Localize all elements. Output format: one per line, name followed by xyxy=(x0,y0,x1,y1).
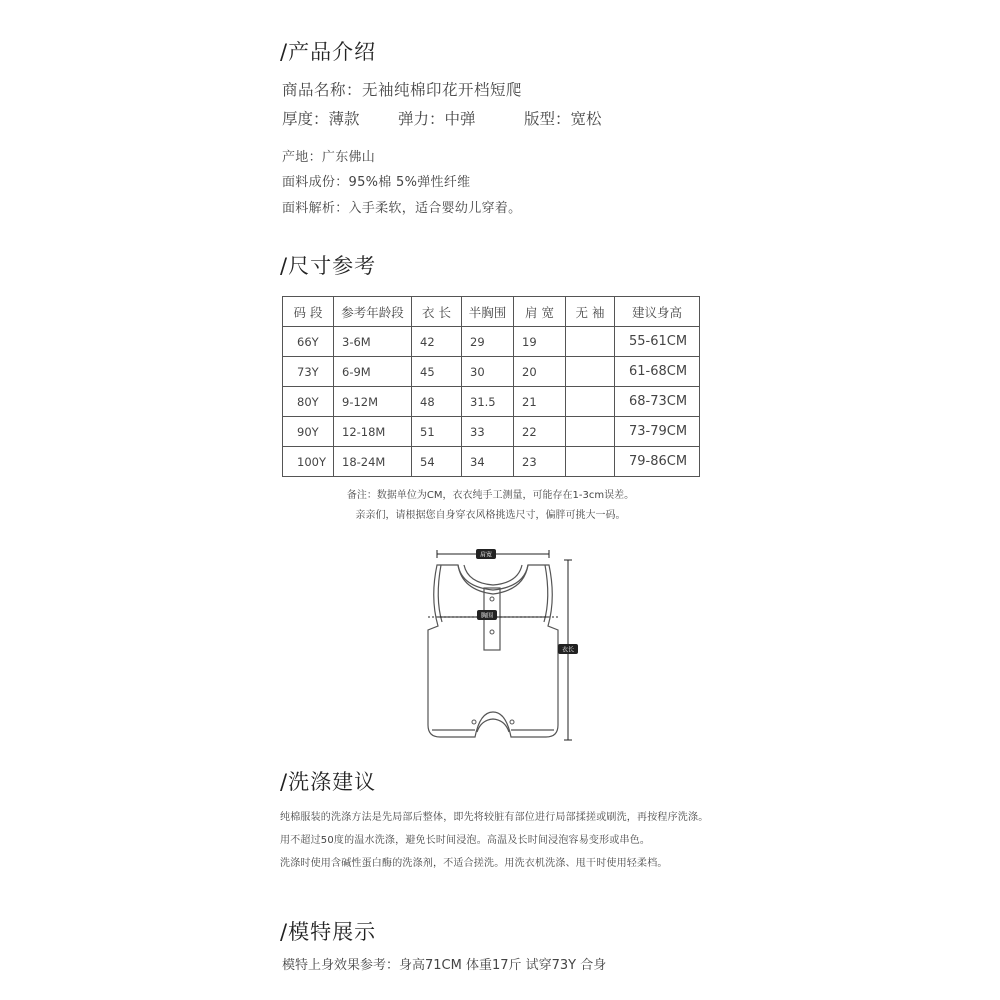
cell-age: 3-6M xyxy=(334,327,412,357)
table-row xyxy=(283,387,700,417)
chest-label xyxy=(477,610,497,620)
cell-length: 45 xyxy=(412,357,462,387)
header-sleeveless: 无 袖 xyxy=(566,297,615,327)
cell-age: 18-24M xyxy=(334,447,412,477)
cell-height: 55-61CM xyxy=(615,327,700,357)
elasticity: 弹力：中弹 xyxy=(398,110,476,128)
cell-length: 51 xyxy=(412,417,462,447)
cell-shoulder: 21 xyxy=(514,387,566,417)
cell-height: 73-79CM xyxy=(615,417,700,447)
table-row xyxy=(283,417,700,447)
cell-age: 12-18M xyxy=(334,417,412,447)
header-age: 参考年龄段 xyxy=(334,297,412,327)
shoulder-label xyxy=(476,549,496,559)
header-size: 码 段 xyxy=(283,297,334,327)
cell-sleeveless xyxy=(566,417,615,447)
cell-shoulder: 23 xyxy=(514,447,566,477)
cell-length: 42 xyxy=(412,327,462,357)
cell-shoulder: 20 xyxy=(514,357,566,387)
model-section-title: /模特展示 xyxy=(280,920,377,944)
cell-height: 79-86CM xyxy=(615,447,700,477)
size-tip: 亲亲们，请根据您自身穿衣风格挑选尺寸，偏胖可挑大一码。 xyxy=(355,510,626,521)
wash-line-3: 洗涤时使用含碱性蛋白酶的洗涤剂，不适合搓洗。用洗衣机洗涤、甩干时使用轻柔档。 xyxy=(280,858,668,869)
size-note: 备注：数据单位为CM，衣衣纯手工测量，可能存在1-3cm误差。 xyxy=(346,490,635,501)
table-row xyxy=(283,447,700,477)
length-label xyxy=(558,644,578,654)
table-header-row xyxy=(283,297,700,327)
fabric-composition: 面料成份：95%棉 5%弹性纤维 xyxy=(282,175,471,190)
wash-section-title: /洗涤建议 xyxy=(280,770,377,794)
header-length: 衣 长 xyxy=(412,297,462,327)
cell-sleeveless xyxy=(566,447,615,477)
wash-line-1: 纯棉服装的洗涤方法是先局部后整体，即先将较脏有部位进行局部揉搓或刷洗，再按程序洗涤。 xyxy=(280,812,709,823)
model-info: 模特上身效果参考：身高71CM 体重17斤 试穿73Y 合身 xyxy=(282,958,607,973)
cell-size: 73Y xyxy=(283,357,334,387)
cell-sleeveless xyxy=(566,327,615,357)
thickness: 厚度：薄款 xyxy=(282,110,360,128)
cell-length: 54 xyxy=(412,447,462,477)
cell-size: 66Y xyxy=(283,327,334,357)
garment-diagram xyxy=(400,540,600,750)
origin: 产地：广东佛山 xyxy=(282,150,376,165)
cell-sleeveless xyxy=(566,357,615,387)
size-section-title: /尺寸参考 xyxy=(280,254,377,278)
cell-shoulder: 19 xyxy=(514,327,566,357)
cell-age: 6-9M xyxy=(334,357,412,387)
header-shoulder: 肩 宽 xyxy=(514,297,566,327)
fabric-analysis: 面料解析：入手柔软，适合婴幼儿穿着。 xyxy=(282,201,522,216)
intro-section-title: /产品介绍 xyxy=(280,40,377,64)
header-half-chest: 半胸围 xyxy=(462,297,514,327)
cell-size: 90Y xyxy=(283,417,334,447)
cell-size: 80Y xyxy=(283,387,334,417)
cell-age: 9-12M xyxy=(334,387,412,417)
chest-label-text: 胸围 xyxy=(480,612,494,620)
length-label-text: 衣长 xyxy=(561,646,575,654)
header-height: 建议身高 xyxy=(615,297,700,327)
table-row xyxy=(283,327,700,357)
cell-size: 100Y xyxy=(283,447,334,477)
fit: 版型：宽松 xyxy=(524,110,602,128)
shoulder-label-text: 肩宽 xyxy=(479,551,493,559)
cell-height: 68-73CM xyxy=(615,387,700,417)
cell-shoulder: 22 xyxy=(514,417,566,447)
wash-line-2: 用不超过50度的温水洗涤，避免长时间浸泡。高温及长时间浸泡容易变形或串色。 xyxy=(280,835,651,846)
product-name: 商品名称：无袖纯棉印花开档短爬 xyxy=(282,81,523,99)
romper-outline-icon xyxy=(428,565,558,737)
cell-height: 61-68CM xyxy=(615,357,700,387)
size-table xyxy=(282,296,700,477)
cell-half-chest: 34 xyxy=(462,447,514,477)
cell-half-chest: 29 xyxy=(462,327,514,357)
cell-sleeveless xyxy=(566,387,615,417)
cell-half-chest: 30 xyxy=(462,357,514,387)
cell-length: 48 xyxy=(412,387,462,417)
cell-half-chest: 33 xyxy=(462,417,514,447)
cell-half-chest: 31.5 xyxy=(462,387,514,417)
table-row xyxy=(283,357,700,387)
